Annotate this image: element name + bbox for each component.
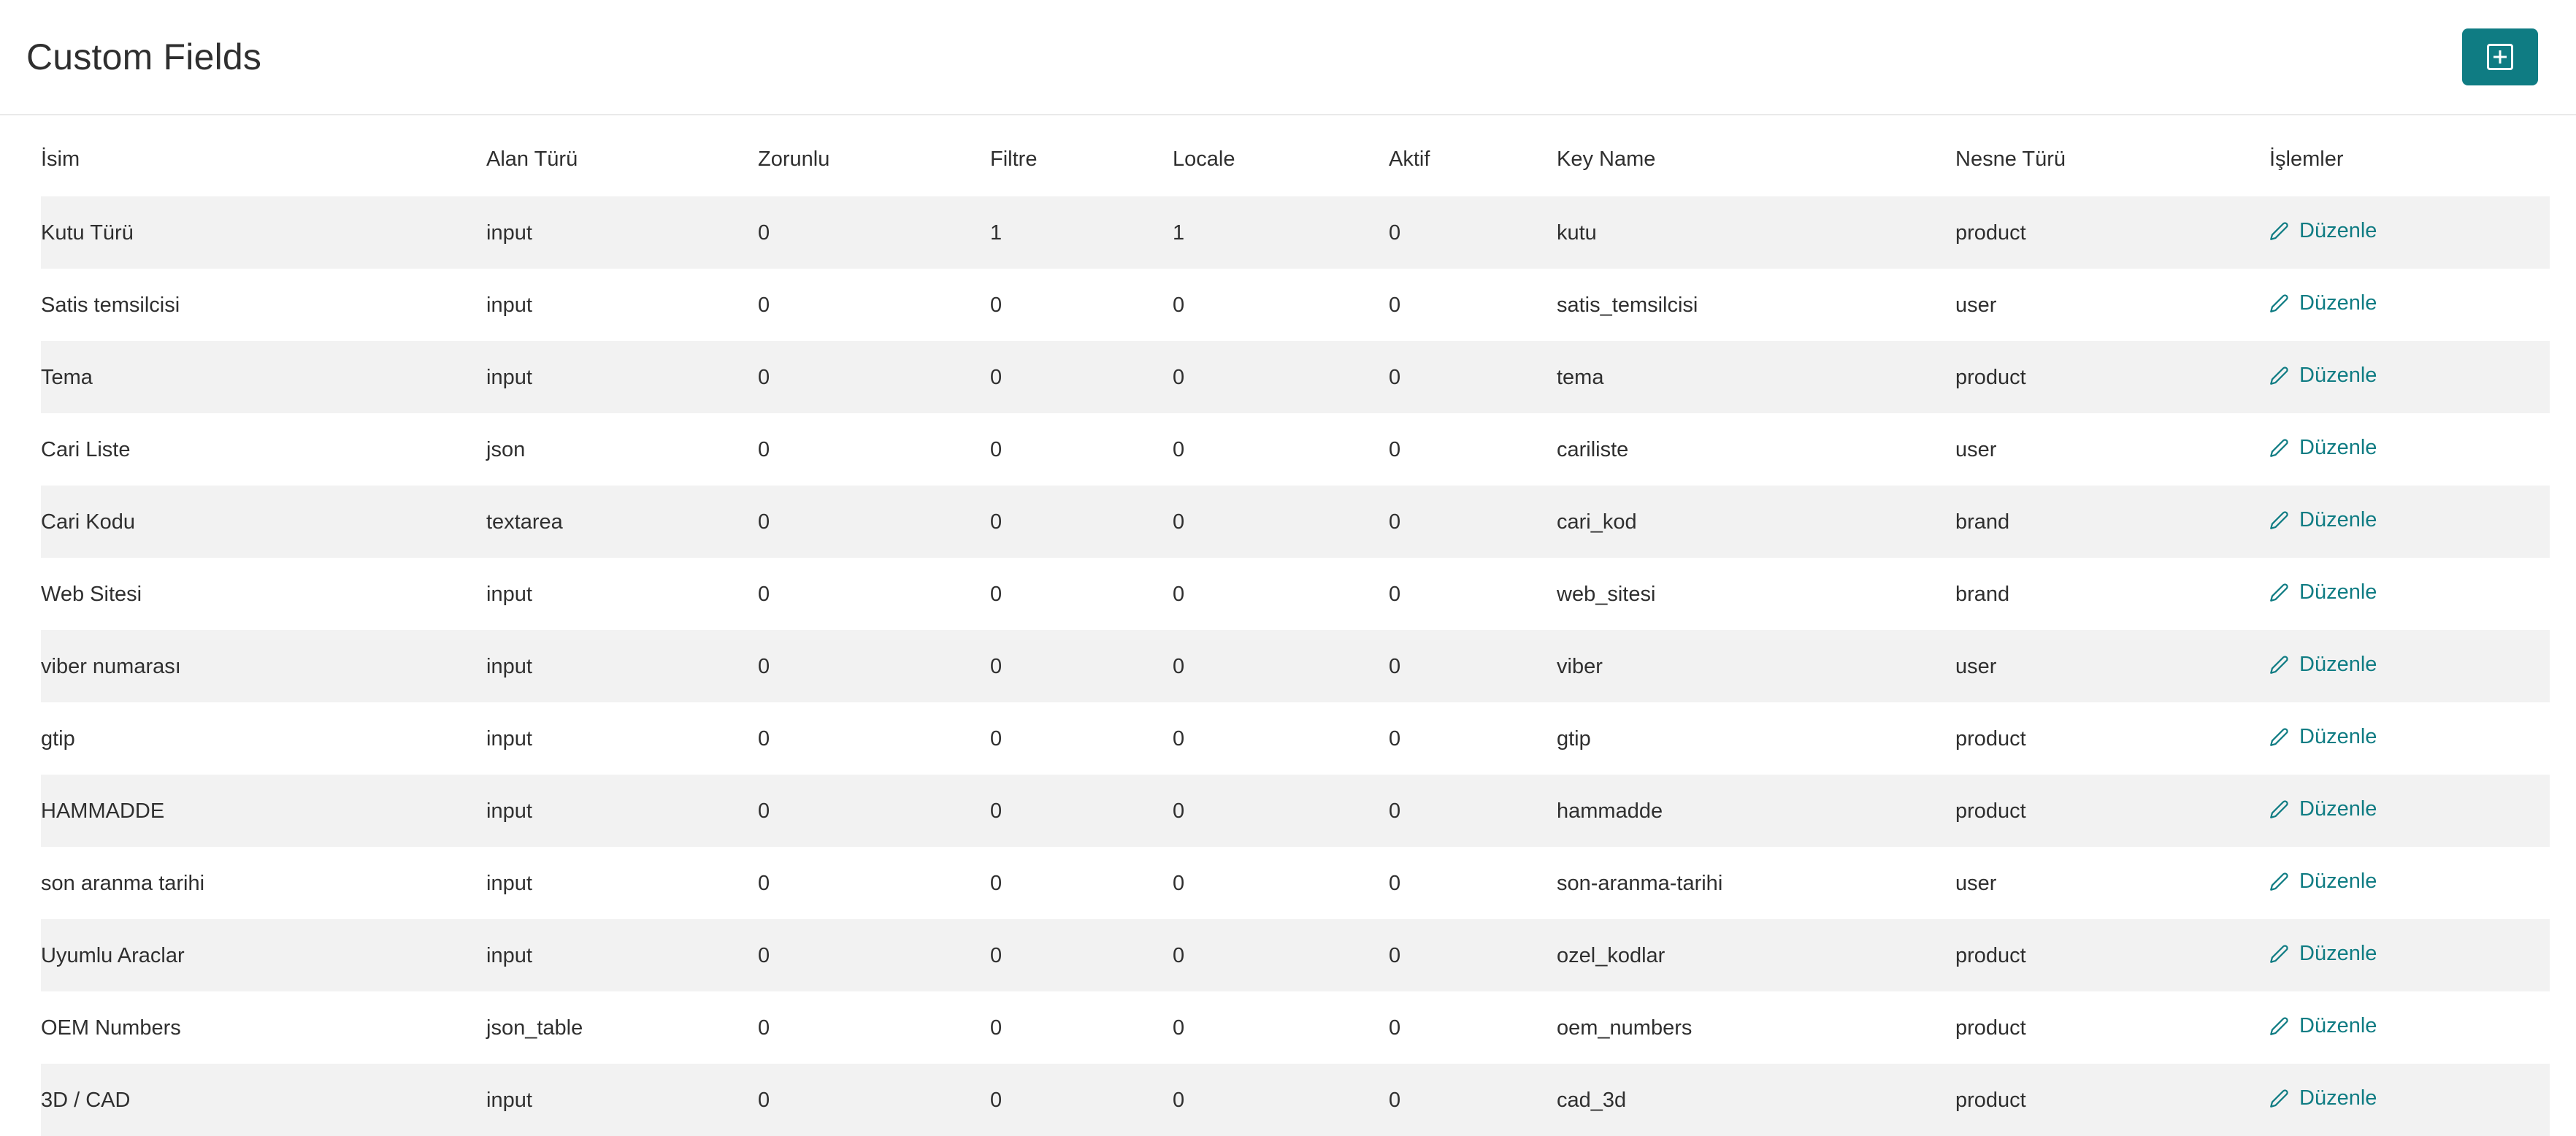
edit-link-label: Düzenle bbox=[2299, 219, 2377, 242]
cell-filter: 0 bbox=[990, 582, 1003, 606]
cell-key-name: satis_temsilcisi bbox=[1557, 293, 1698, 317]
cell-operations bbox=[2269, 486, 2550, 558]
cell-active: 0 bbox=[1389, 1016, 1401, 1040]
cell-field-type: input bbox=[486, 654, 532, 678]
edit-link-label: Düzenle bbox=[2299, 653, 2377, 676]
cell-field-type: textarea bbox=[486, 510, 563, 534]
edit-link[interactable] bbox=[2269, 942, 2377, 966]
cell-object-type: product bbox=[1955, 799, 2026, 823]
cell-object-type: user bbox=[1955, 293, 1997, 317]
pencil-icon bbox=[2269, 293, 2289, 313]
cell-filter: 0 bbox=[990, 365, 1003, 389]
pencil-icon bbox=[2269, 1089, 2289, 1108]
cell-filter: 0 bbox=[990, 1016, 1003, 1040]
pencil-icon bbox=[2269, 583, 2289, 602]
cell-operations bbox=[2269, 341, 2550, 413]
cell-field-type: input bbox=[486, 799, 532, 823]
add-custom-field-button[interactable] bbox=[2462, 28, 2538, 85]
cell-required: 0 bbox=[758, 510, 770, 534]
cell-operations bbox=[2269, 1064, 2550, 1136]
cell-filter: 0 bbox=[990, 871, 1003, 895]
table-row bbox=[41, 413, 2550, 486]
table-row bbox=[41, 991, 2550, 1064]
edit-link-label: Düzenle bbox=[2299, 580, 2377, 604]
edit-link-label: Düzenle bbox=[2299, 508, 2377, 531]
table-header bbox=[41, 115, 2550, 196]
cell-key-name: ozel_kodlar bbox=[1557, 943, 1665, 967]
cell-key-name: cari_kod bbox=[1557, 510, 1637, 534]
cell-active: 0 bbox=[1389, 654, 1401, 678]
cell-filter: 0 bbox=[990, 1088, 1003, 1112]
table-row bbox=[41, 775, 2550, 847]
cell-field-type: input bbox=[486, 220, 532, 245]
cell-field-type: input bbox=[486, 726, 532, 751]
cell-key-name: oem_numbers bbox=[1557, 1016, 1693, 1040]
column-header-required: Zorunlu bbox=[758, 147, 830, 171]
cell-field-type: input bbox=[486, 943, 532, 967]
pencil-icon bbox=[2269, 221, 2289, 241]
cell-filter: 0 bbox=[990, 437, 1003, 461]
pencil-icon bbox=[2269, 944, 2289, 964]
edit-link-label: Düzenle bbox=[2299, 436, 2377, 459]
cell-name: Cari Kodu bbox=[41, 510, 135, 534]
edit-link[interactable] bbox=[2269, 725, 2377, 749]
cell-required: 0 bbox=[758, 365, 770, 389]
cell-operations bbox=[2269, 558, 2550, 630]
cell-field-type: json bbox=[486, 437, 526, 461]
edit-link[interactable] bbox=[2269, 436, 2377, 460]
pencil-icon bbox=[2269, 799, 2289, 819]
cell-locale: 1 bbox=[1173, 220, 1185, 245]
edit-link[interactable] bbox=[2269, 1014, 2377, 1038]
edit-link[interactable] bbox=[2269, 797, 2377, 821]
cell-active: 0 bbox=[1389, 871, 1401, 895]
column-header-objecttype: Nesne Türü bbox=[1955, 147, 2066, 171]
cell-name: Tema bbox=[41, 365, 93, 389]
edit-link-label: Düzenle bbox=[2299, 364, 2377, 387]
cell-key-name: tema bbox=[1557, 365, 1604, 389]
column-header-filter: Filtre bbox=[990, 147, 1038, 171]
cell-field-type: input bbox=[486, 582, 532, 606]
cell-active: 0 bbox=[1389, 582, 1401, 606]
cell-object-type: product bbox=[1955, 220, 2026, 245]
cell-operations bbox=[2269, 413, 2550, 486]
table-body bbox=[41, 196, 2550, 1136]
cell-name: Uyumlu Araclar bbox=[41, 943, 185, 967]
cell-field-type: input bbox=[486, 871, 532, 895]
cell-operations bbox=[2269, 196, 2550, 269]
cell-key-name: web_sitesi bbox=[1557, 582, 1656, 606]
cell-active: 0 bbox=[1389, 943, 1401, 967]
cell-locale: 0 bbox=[1173, 654, 1185, 678]
pencil-icon bbox=[2269, 1016, 2289, 1036]
cell-key-name: hammadde bbox=[1557, 799, 1663, 823]
cell-key-name: cad_3d bbox=[1557, 1088, 1627, 1112]
pencil-icon bbox=[2269, 510, 2289, 530]
cell-filter: 0 bbox=[990, 510, 1003, 534]
cell-active: 0 bbox=[1389, 799, 1401, 823]
custom-fields-table-container bbox=[0, 115, 2576, 1136]
cell-locale: 0 bbox=[1173, 1016, 1185, 1040]
edit-link[interactable] bbox=[2269, 508, 2377, 532]
custom-fields-table bbox=[41, 115, 2550, 1136]
cell-locale: 0 bbox=[1173, 799, 1185, 823]
edit-link-label: Düzenle bbox=[2299, 942, 2377, 965]
cell-operations bbox=[2269, 847, 2550, 919]
cell-filter: 0 bbox=[990, 654, 1003, 678]
cell-required: 0 bbox=[758, 654, 770, 678]
cell-key-name: gtip bbox=[1557, 726, 1591, 751]
cell-active: 0 bbox=[1389, 1088, 1401, 1112]
cell-name: Cari Liste bbox=[41, 437, 131, 461]
cell-active: 0 bbox=[1389, 293, 1401, 317]
column-header-active: Aktif bbox=[1389, 147, 1430, 171]
edit-link-label: Düzenle bbox=[2299, 725, 2377, 748]
pencil-icon bbox=[2269, 366, 2289, 385]
cell-key-name: kutu bbox=[1557, 220, 1597, 245]
edit-link-label: Düzenle bbox=[2299, 291, 2377, 315]
cell-required: 0 bbox=[758, 799, 770, 823]
cell-name: Kutu Türü bbox=[41, 220, 134, 245]
pencil-icon bbox=[2269, 727, 2289, 747]
column-header-name: İsim bbox=[41, 147, 80, 171]
cell-required: 0 bbox=[758, 943, 770, 967]
plus-square-icon bbox=[2487, 44, 2513, 70]
table-row bbox=[41, 341, 2550, 413]
cell-name: gtip bbox=[41, 726, 75, 751]
cell-filter: 0 bbox=[990, 293, 1003, 317]
cell-filter: 0 bbox=[990, 799, 1003, 823]
cell-object-type: user bbox=[1955, 654, 1997, 678]
edit-link-label: Düzenle bbox=[2299, 1086, 2377, 1110]
cell-locale: 0 bbox=[1173, 510, 1185, 534]
edit-link[interactable] bbox=[2269, 291, 2377, 315]
cell-active: 0 bbox=[1389, 726, 1401, 751]
cell-locale: 0 bbox=[1173, 726, 1185, 751]
cell-required: 0 bbox=[758, 871, 770, 895]
cell-operations bbox=[2269, 991, 2550, 1064]
cell-required: 0 bbox=[758, 726, 770, 751]
cell-object-type: product bbox=[1955, 1016, 2026, 1040]
table-row bbox=[41, 1064, 2550, 1136]
cell-name: son aranma tarihi bbox=[41, 871, 205, 895]
cell-field-type: json_table bbox=[486, 1016, 583, 1040]
column-header-type: Alan Türü bbox=[486, 147, 578, 171]
table-row bbox=[41, 486, 2550, 558]
cell-active: 0 bbox=[1389, 365, 1401, 389]
cell-active: 0 bbox=[1389, 437, 1401, 461]
cell-active: 0 bbox=[1389, 220, 1401, 245]
column-header-operations: İşlemler bbox=[2269, 147, 2344, 171]
table-row bbox=[41, 196, 2550, 269]
cell-key-name: viber bbox=[1557, 654, 1603, 678]
cell-locale: 0 bbox=[1173, 943, 1185, 967]
page-title: Custom Fields bbox=[26, 36, 262, 77]
edit-link[interactable] bbox=[2269, 1086, 2377, 1110]
cell-required: 0 bbox=[758, 1016, 770, 1040]
cell-operations bbox=[2269, 630, 2550, 702]
cell-required: 0 bbox=[758, 582, 770, 606]
table-row bbox=[41, 847, 2550, 919]
cell-filter: 0 bbox=[990, 943, 1003, 967]
table-row bbox=[41, 919, 2550, 991]
table-header-row bbox=[41, 115, 2550, 196]
cell-name: 3D / CAD bbox=[41, 1088, 131, 1112]
cell-locale: 0 bbox=[1173, 1088, 1185, 1112]
table-row bbox=[41, 702, 2550, 775]
cell-object-type: brand bbox=[1955, 510, 2010, 534]
edit-link[interactable] bbox=[2269, 870, 2377, 894]
table-row bbox=[41, 269, 2550, 341]
cell-name: Satis temsilcisi bbox=[41, 293, 180, 317]
cell-operations bbox=[2269, 919, 2550, 991]
cell-object-type: product bbox=[1955, 365, 2026, 389]
column-header-locale: Locale bbox=[1173, 147, 1235, 171]
edit-link[interactable] bbox=[2269, 653, 2377, 677]
cell-locale: 0 bbox=[1173, 293, 1185, 317]
page-header bbox=[0, 0, 2576, 115]
cell-field-type: input bbox=[486, 1088, 532, 1112]
cell-operations bbox=[2269, 775, 2550, 847]
cell-name: Web Sitesi bbox=[41, 582, 142, 606]
cell-name: viber numarası bbox=[41, 654, 181, 678]
cell-locale: 0 bbox=[1173, 871, 1185, 895]
cell-object-type: product bbox=[1955, 1088, 2026, 1112]
cell-required: 0 bbox=[758, 293, 770, 317]
column-header-keyname: Key Name bbox=[1557, 147, 1656, 171]
pencil-icon bbox=[2269, 655, 2289, 675]
cell-locale: 0 bbox=[1173, 437, 1185, 461]
cell-name: HAMMADDE bbox=[41, 799, 165, 823]
table-row bbox=[41, 558, 2550, 630]
cell-name: OEM Numbers bbox=[41, 1016, 181, 1040]
edit-link-label: Düzenle bbox=[2299, 797, 2377, 821]
table-row bbox=[41, 630, 2550, 702]
cell-object-type: user bbox=[1955, 871, 1997, 895]
pencil-icon bbox=[2269, 438, 2289, 458]
edit-link-label: Düzenle bbox=[2299, 1014, 2377, 1037]
cell-object-type: brand bbox=[1955, 582, 2010, 606]
edit-link[interactable] bbox=[2269, 364, 2377, 388]
cell-active: 0 bbox=[1389, 510, 1401, 534]
edit-link[interactable] bbox=[2269, 219, 2377, 243]
cell-filter: 1 bbox=[990, 220, 1003, 245]
cell-field-type: input bbox=[486, 293, 532, 317]
cell-locale: 0 bbox=[1173, 365, 1185, 389]
cell-required: 0 bbox=[758, 1088, 770, 1112]
edit-link-label: Düzenle bbox=[2299, 870, 2377, 893]
cell-object-type: user bbox=[1955, 437, 1997, 461]
cell-object-type: product bbox=[1955, 726, 2026, 751]
cell-filter: 0 bbox=[990, 726, 1003, 751]
cell-object-type: product bbox=[1955, 943, 2026, 967]
cell-field-type: input bbox=[486, 365, 532, 389]
cell-operations bbox=[2269, 702, 2550, 775]
pencil-icon bbox=[2269, 872, 2289, 891]
cell-key-name: son-aranma-tarihi bbox=[1557, 871, 1723, 895]
cell-operations bbox=[2269, 269, 2550, 341]
edit-link[interactable] bbox=[2269, 580, 2377, 605]
cell-locale: 0 bbox=[1173, 582, 1185, 606]
cell-required: 0 bbox=[758, 437, 770, 461]
cell-required: 0 bbox=[758, 220, 770, 245]
cell-key-name: cariliste bbox=[1557, 437, 1629, 461]
